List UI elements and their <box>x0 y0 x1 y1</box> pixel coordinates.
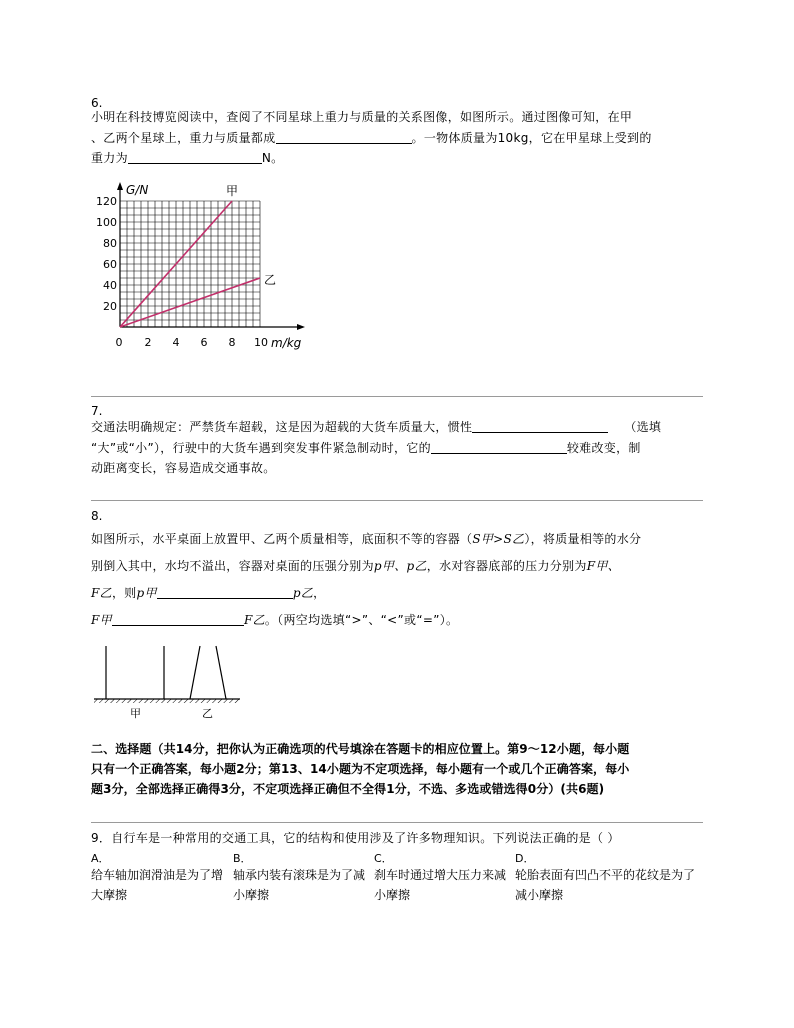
q8-force-b: F乙 <box>91 586 112 600</box>
x-axis-arrow-icon <box>297 324 305 330</box>
container-yi-right-wall <box>216 646 226 699</box>
section2-instructions-line1: 二、选择题（共14分，把你认为正确选项的代号填涂在答题卡的相应位置上。第9～12小题，每小题 <box>91 742 630 756</box>
q6-blank-1[interactable] <box>276 130 412 144</box>
q9-stem: 9．自行车是一种常用的交通工具，它的结构和使用涉及了许多物理知识。下列说法正确的是（ ） <box>91 831 620 845</box>
line-jia-label: 甲 <box>226 184 239 198</box>
q7-number: 7. <box>91 404 103 418</box>
q8-line3-comma: ， <box>313 586 326 600</box>
q8-area-relation: S甲>S乙 <box>472 532 525 546</box>
q9-option-a-text[interactable]: 给车轴加润滑油是为了增大摩擦 <box>91 868 224 902</box>
y-axis-label: G/N <box>126 183 149 197</box>
y-tick-40: 40 <box>103 279 117 292</box>
q7-line2-start: “大”或“小”），行驶中的大货车遇到突发事件紧急制动时，它的 <box>91 441 431 455</box>
q7-line1-start: 交通法明确规定：严禁货车超载，这是因为超载的大货车质量大，惯性 <box>91 420 473 434</box>
q8-line1-start: 如图所示，水平桌面上放置甲、乙两个质量相等，底面积不等的容器（ <box>91 532 473 546</box>
q7-line1 <box>91 417 703 437</box>
q9-option-a-letter[interactable]: A． <box>91 852 110 865</box>
q8-line4 <box>91 610 703 630</box>
x-axis-label: m/kg <box>271 336 302 350</box>
y-tick-120: 120 <box>96 195 117 208</box>
x-tick-4: 4 <box>172 336 180 349</box>
q6-line2 <box>91 128 703 148</box>
q7-line2-end: 较难改变，制 <box>566 441 641 455</box>
y-tick-100: 100 <box>96 216 117 229</box>
q6-line3-end: N。 <box>261 151 284 165</box>
q8-p-yi: p乙 <box>292 586 314 600</box>
q9-option-b-text[interactable]: 轴承内装有滚珠是为了减小摩擦 <box>233 868 366 902</box>
divider-q6-q7 <box>91 396 703 397</box>
q6-line2-start: 、乙两个星球上，重力与质量都成 <box>91 131 276 145</box>
q7-line1-end: （选填 <box>624 420 662 434</box>
q8-number: 8. <box>91 509 103 523</box>
q8-line2 <box>91 556 703 576</box>
q8-blank-1[interactable] <box>157 585 293 599</box>
q8-line1-end: ），将质量相等的水分 <box>524 532 642 546</box>
divider-section2-q9 <box>91 822 703 823</box>
q7-line2 <box>91 438 703 458</box>
q8-line2-start: 别倒入其中，水均不溢出，容器对桌面的压强分别为 <box>91 559 374 573</box>
y-axis-arrow-icon <box>117 182 123 190</box>
q9-option-d-letter[interactable]: D． <box>515 852 535 865</box>
container-yi-left-wall <box>190 646 200 699</box>
q9-option-d-text[interactable]: 轮胎表面有凹凸不平的花纹是为了减小摩擦 <box>515 868 696 902</box>
q6-number: 6. <box>91 96 103 110</box>
q6-grid <box>120 201 260 327</box>
q8-line2-mid: ，水对容器底部的压力分别为 <box>426 559 587 573</box>
line-yi-label: 乙 <box>264 273 277 287</box>
q7-line3: 动距离变长，容易造成交通事故。 <box>91 461 276 475</box>
q9-option-c-text[interactable]: 刹车时通过增大压力来减小摩擦 <box>374 868 507 902</box>
q8-f-jia: F甲 <box>91 613 112 627</box>
q7-blank-2[interactable] <box>431 440 567 454</box>
q8-p-jia: p甲 <box>136 586 157 600</box>
q8-line3-then: ，则 <box>111 586 137 600</box>
q6-graph <box>88 180 328 355</box>
y-tick-80: 80 <box>103 237 117 250</box>
section2-instructions-line2: 只有一个正确答案，每小题2分；第13、14小题为不定项选择，每小题有一个或几个正确答案，每小 <box>91 762 630 776</box>
y-tick-20: 20 <box>103 300 117 313</box>
q6-line1: 小明在科技博览阅读中，查阅了不同星球上重力与质量的关系图像，如图所示。通过图像可知，在甲 <box>91 110 633 124</box>
q9-option-b-letter[interactable]: B． <box>233 852 252 865</box>
x-tick-6: 6 <box>200 336 208 349</box>
container-jia-label: 甲 <box>130 707 141 720</box>
container-yi-label: 乙 <box>202 707 213 720</box>
q8-pressures: p甲、p乙 <box>373 559 427 573</box>
divider-q7-q8 <box>91 500 703 501</box>
x-tick-8: 8 <box>228 336 236 349</box>
q9-option-c-letter[interactable]: C． <box>374 852 393 865</box>
y-tick-60: 60 <box>103 258 117 271</box>
section2-instructions-line3: 题3分，全部选择正确得3分，不定项选择正确但不全得1分，不选、多选或错选得0分）(共6题) <box>91 782 605 796</box>
x-tick-0: 0 <box>115 336 123 349</box>
q6-line2-end: 。一物体质量为10kg，它在甲星球上受到的 <box>411 131 652 145</box>
x-tick-10: 10 <box>254 336 268 349</box>
q8-force-a: F甲、 <box>586 559 620 573</box>
q8-line3 <box>91 583 703 603</box>
x-tick-2: 2 <box>144 336 152 349</box>
q6-blank-2[interactable] <box>128 150 262 164</box>
q8-f-yi: F乙 <box>243 613 265 627</box>
q8-line1 <box>91 529 703 549</box>
q8-containers-figure <box>92 642 242 722</box>
q6-line3-start: 重力为 <box>91 151 128 165</box>
q6-line3 <box>91 148 703 168</box>
q8-blank-2[interactable] <box>112 612 244 626</box>
q8-line4-end: 。（两空均选填“>”、“<”或“=”）。 <box>264 613 459 627</box>
q7-blank-1[interactable] <box>472 419 608 433</box>
